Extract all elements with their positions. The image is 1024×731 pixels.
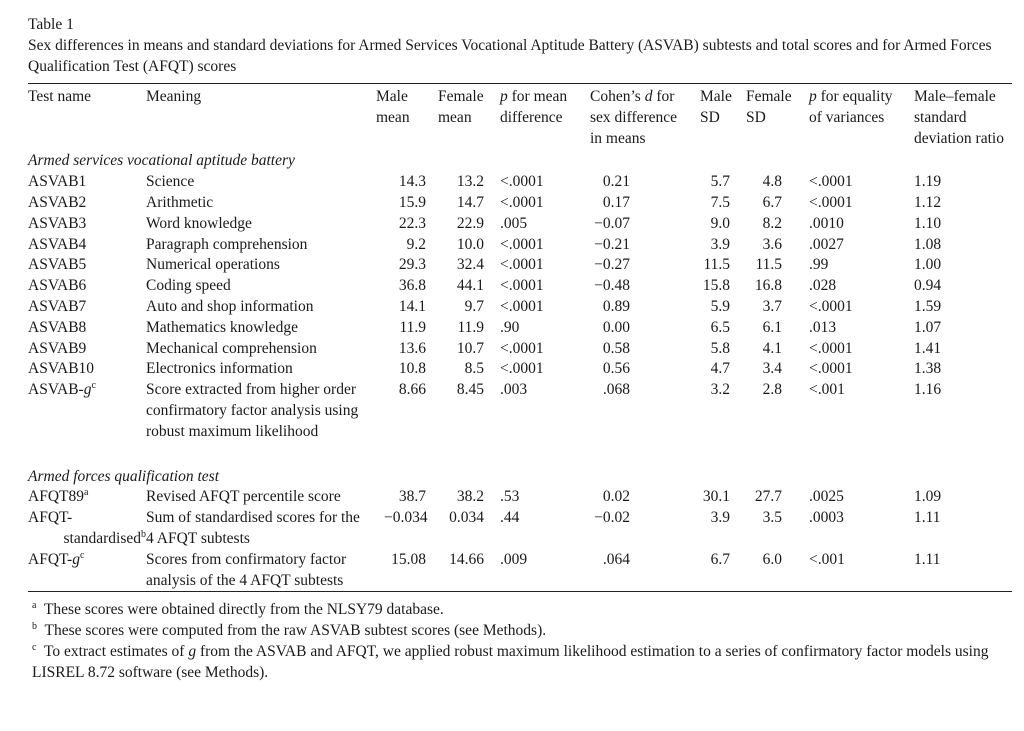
header-p-var: p for equality of variances [809, 88, 893, 126]
cell-ratio: 1.10 [914, 214, 942, 232]
cell-meaning: Electronics information [146, 360, 293, 378]
cell-ratio: 1.41 [914, 339, 942, 357]
cell-p-var: .0003 [809, 509, 844, 527]
footnote-mark: c [32, 641, 37, 653]
cell-female-mean: 10.7 [456, 339, 484, 357]
cell-d: −0.48 [594, 277, 630, 295]
cell-d: 0.02 [602, 488, 630, 506]
table-row [28, 297, 1012, 318]
cell-p-mean: <.0001 [500, 339, 544, 357]
cell-female-sd: 4.8 [762, 173, 782, 191]
table-row [28, 380, 1012, 442]
table-figure [28, 14, 1012, 684]
cell-d: 0.21 [602, 173, 630, 191]
header-meaning: Meaning [146, 88, 202, 105]
cell-test-name: ASVAB5 [28, 256, 87, 274]
table-row [28, 318, 1012, 339]
cell-p-var: <.001 [809, 381, 845, 399]
cell-female-mean: 38.2 [456, 488, 484, 506]
cell-female-mean: 9.7 [464, 297, 484, 315]
cell-test-name: AFQT- standardised$^b$ [28, 509, 146, 547]
section-header [28, 465, 1012, 488]
cell-male-mean: 15.08 [391, 550, 426, 568]
cell-p-mean: <.0001 [500, 256, 544, 274]
cell-ratio: 1.12 [914, 193, 942, 211]
cell-ratio: 1.11 [914, 550, 941, 568]
cell-p-var: .0027 [809, 235, 844, 253]
cell-female-mean: 13.2 [456, 173, 484, 191]
cell-p-var: .0025 [809, 488, 844, 506]
cell-ratio: 1.09 [914, 488, 942, 506]
cell-male-mean: 13.6 [398, 339, 426, 357]
cell-female-sd: 6.0 [762, 550, 782, 568]
cell-test-name: ASVAB2 [28, 193, 87, 211]
cell-female-mean: 11.9 [457, 318, 484, 336]
cell-meaning: Revised AFQT percentile score [146, 488, 341, 506]
cell-p-mean: <.0001 [500, 277, 544, 295]
cell-p-mean: <.0001 [500, 235, 544, 253]
cell-test-name: ASVAB3 [28, 214, 87, 232]
cell-female-mean: 8.5 [464, 360, 484, 378]
cell-d: .068 [602, 381, 630, 399]
cell-p-var: <.0001 [809, 297, 853, 315]
cell-meaning: Scores from confirmatory factor analysis of the 4 AFQT subtests [146, 550, 347, 589]
cell-female-mean: 8.45 [456, 381, 484, 399]
cell-p-mean: .005 [500, 214, 528, 232]
table-row [28, 550, 1012, 592]
table-row [28, 214, 1012, 235]
cell-meaning: Score extracted from higher order confirmatory factor analysis using robust maximum likelihood [146, 381, 359, 440]
section-gap [28, 443, 1012, 465]
cell-ratio: 1.11 [914, 509, 941, 527]
cell-female-sd: 6.7 [762, 193, 782, 211]
cell-male-sd: 15.8 [702, 277, 730, 295]
cell-male-mean: 38.7 [398, 488, 426, 506]
table-label: Table 1 [28, 16, 74, 33]
footnote-mark: b [32, 621, 37, 633]
cell-test-name: ASVAB-$g^c$ [28, 380, 96, 399]
cell-p-mean: <.0001 [500, 173, 544, 191]
cell-male-mean: 9.2 [406, 235, 426, 253]
cell-d: 0.00 [602, 318, 630, 336]
header-male-mean: Male mean [376, 88, 410, 126]
cell-female-mean: 0.034 [449, 509, 484, 527]
cell-male-sd: 5.9 [710, 297, 730, 315]
cell-d: −0.21 [594, 235, 630, 253]
header-female-sd: Female SD [746, 88, 792, 126]
header-test-name: Test name [28, 88, 92, 105]
table-header [28, 84, 1012, 149]
header-female-mean: Female mean [438, 88, 484, 126]
cell-female-mean: 32.4 [456, 256, 484, 274]
cell-male-sd: 5.7 [710, 173, 730, 191]
section-title: Armed forces qualification test [28, 467, 219, 485]
cell-male-sd: 5.8 [710, 339, 730, 357]
cell-meaning: Science [146, 173, 195, 191]
table-row [28, 508, 1012, 550]
cell-ratio: 1.07 [914, 318, 942, 336]
cell-female-sd: 3.6 [762, 235, 782, 253]
header-ratio: Male–female standard deviation ratio [914, 88, 1004, 147]
cell-meaning: Mathematics knowledge [146, 318, 298, 336]
cell-d: 0.56 [602, 360, 630, 378]
cell-female-sd: 3.4 [762, 360, 782, 378]
table-row [28, 235, 1012, 256]
cell-meaning: Numerical operations [146, 256, 280, 274]
footnote [28, 600, 1012, 621]
cell-male-sd: 3.9 [710, 235, 730, 253]
cell-male-mean: 36.8 [398, 277, 426, 295]
cell-ratio: 1.59 [914, 297, 942, 315]
cell-male-sd: 7.5 [710, 193, 730, 211]
cell-p-mean: .53 [500, 488, 520, 506]
cell-test-name: AFQT89$^a$ [28, 487, 89, 506]
cell-p-mean: <.0001 [500, 297, 544, 315]
cell-meaning: Arithmetic [146, 193, 214, 211]
cell-male-mean: −0.034 [384, 509, 428, 527]
cell-p-var: <.001 [809, 550, 845, 568]
cell-test-name: ASVAB4 [28, 235, 87, 253]
header-male-sd: Male SD [700, 88, 732, 126]
table-row [28, 172, 1012, 193]
table-row [28, 193, 1012, 214]
cell-p-mean: .90 [500, 318, 520, 336]
cell-male-sd: 11.5 [703, 256, 730, 274]
cell-female-sd: 16.8 [754, 277, 782, 295]
cell-ratio: 1.16 [914, 381, 942, 399]
table-row [28, 487, 1012, 508]
cell-male-mean: 14.3 [398, 173, 426, 191]
cell-male-sd: 4.7 [710, 360, 730, 378]
cell-test-name: ASVAB10 [28, 360, 95, 378]
table-caption: Sex differences in means and standard deviations for Armed Services Vocational Aptitude Battery (ASVAB) subtests and total scores and for Armed Forces Qualification Test (AFQT) scores [28, 37, 992, 75]
cell-p-var: <.0001 [809, 339, 853, 357]
cell-p-var: <.0001 [809, 193, 853, 211]
cell-male-sd: 3.2 [710, 381, 730, 399]
cell-male-mean: 22.3 [398, 214, 426, 232]
cell-male-mean: 15.9 [398, 193, 426, 211]
cell-meaning: Auto and shop information [146, 297, 314, 315]
cell-p-mean: .003 [500, 381, 528, 399]
cell-male-mean: 14.1 [398, 297, 426, 315]
cell-test-name: ASVAB7 [28, 297, 87, 315]
cell-male-mean: 8.66 [398, 381, 426, 399]
cell-p-var: .0010 [809, 214, 844, 232]
cell-d: −0.02 [594, 509, 630, 527]
cell-male-mean: 10.8 [398, 360, 426, 378]
cell-female-mean: 14.66 [449, 550, 484, 568]
cell-female-sd: 3.5 [762, 509, 782, 527]
cell-male-sd: 30.1 [702, 488, 730, 506]
section-title: Armed services vocational aptitude battery [28, 152, 295, 170]
cell-ratio: 0.94 [914, 277, 942, 295]
cell-d: −0.27 [594, 256, 630, 274]
cell-d: −0.07 [594, 214, 630, 232]
cell-ratio: 1.00 [914, 256, 942, 274]
cell-female-sd: 27.7 [754, 488, 782, 506]
cell-test-name: ASVAB8 [28, 318, 87, 336]
cell-d: 0.89 [602, 297, 630, 315]
cell-meaning: Coding speed [146, 277, 231, 295]
footnotes [28, 600, 1012, 683]
footnote-text: To extract estimates of g from the ASVAB and AFQT, we applied robust maximum likelihood estimation to a series of confirmatory factor models using LISREL 8.72 software (see Methods). [32, 642, 989, 681]
cell-female-mean: 22.9 [456, 214, 484, 232]
data-table [28, 84, 1012, 591]
footnote-text: These scores were obtained directly from the NLSY79 database. [43, 601, 444, 619]
cell-male-mean: 29.3 [398, 256, 426, 274]
cell-female-sd: 11.5 [755, 256, 782, 274]
cell-test-name: ASVAB9 [28, 339, 87, 357]
cell-test-name: ASVAB1 [28, 173, 87, 191]
cell-female-mean: 44.1 [456, 277, 484, 295]
cell-ratio: 1.38 [914, 360, 942, 378]
cell-female-mean: 14.7 [456, 193, 484, 211]
cell-test-name: ASVAB6 [28, 277, 87, 295]
cell-meaning: Mechanical comprehension [146, 339, 317, 357]
cell-female-sd: 3.7 [762, 297, 782, 315]
table-body [28, 149, 1012, 591]
cell-meaning: Word knowledge [146, 214, 252, 232]
cell-test-name: AFQT-$g^c$ [28, 549, 85, 568]
cell-d: .064 [602, 550, 630, 568]
cell-meaning: Sum of standardised scores for the 4 AFQT subtests [146, 509, 360, 547]
cell-d: 0.17 [602, 193, 630, 211]
cell-female-mean: 10.0 [456, 235, 484, 253]
cell-male-sd: 6.5 [710, 318, 730, 336]
table-row [28, 359, 1012, 380]
cell-d: 0.58 [602, 339, 630, 357]
section-header [28, 149, 1012, 172]
cell-p-mean: .44 [500, 509, 520, 527]
cell-male-sd: 9.0 [710, 214, 730, 232]
cell-p-var: .013 [809, 318, 837, 336]
table-row [28, 255, 1012, 276]
cell-ratio: 1.08 [914, 235, 942, 253]
cell-p-var: .99 [809, 256, 829, 274]
footnote [28, 621, 1012, 642]
cell-ratio: 1.19 [914, 173, 942, 191]
bottom-rule [28, 591, 1012, 592]
cell-p-var: <.0001 [809, 360, 853, 378]
footnote-text: These scores were computed from the raw ASVAB subtest scores (see Methods). [44, 622, 547, 640]
table-row [28, 339, 1012, 360]
cell-male-sd: 6.7 [710, 550, 730, 568]
cell-female-sd: 4.1 [762, 339, 782, 357]
cell-p-var: .028 [809, 277, 837, 295]
cell-p-var: <.0001 [809, 173, 853, 191]
cell-p-mean: <.0001 [500, 193, 544, 211]
cell-male-mean: 11.9 [399, 318, 426, 336]
cell-female-sd: 6.1 [762, 318, 782, 336]
footnote [28, 642, 1012, 684]
header-p-mean: p for mean difference [500, 88, 568, 126]
cell-p-mean: <.0001 [500, 360, 544, 378]
cell-male-sd: 3.9 [710, 509, 730, 527]
cell-p-mean: .009 [500, 550, 528, 568]
cell-female-sd: 8.2 [762, 214, 782, 232]
table-row [28, 276, 1012, 297]
cell-meaning: Paragraph comprehension [146, 235, 308, 253]
cell-female-sd: 2.8 [762, 381, 782, 399]
header-cohens-d: Cohen’s d for sex difference in means [590, 88, 678, 147]
footnote-mark: a [32, 600, 37, 612]
